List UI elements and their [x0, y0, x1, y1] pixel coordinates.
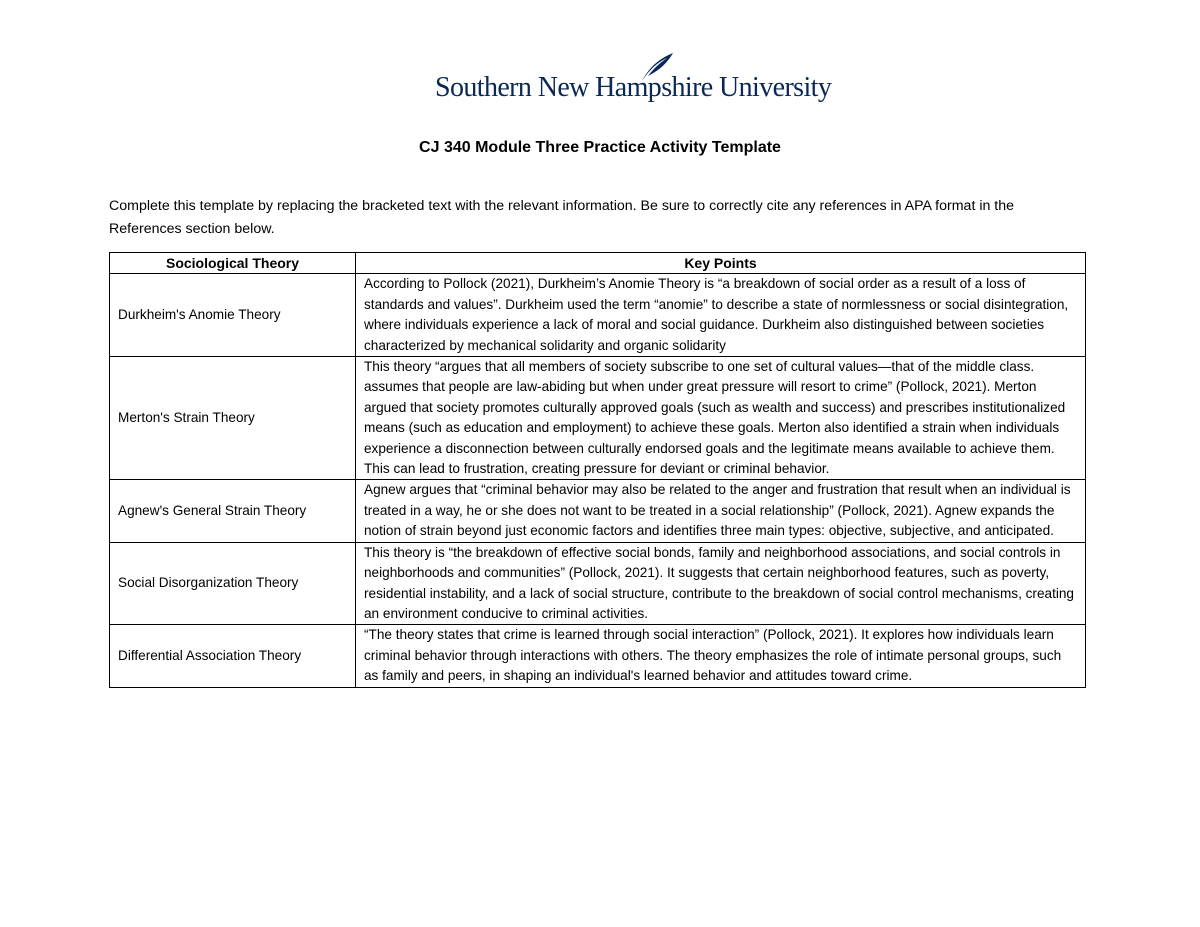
key-points-cell: According to Pollock (2021), Durkheim’s Anomie Theory is “a breakdown of social order as a result of a loss of standards and values”. Durkheim used the term “anomie” to describe a state of normlessness or social disintegration, where individuals experience a lack of moral and social guidance. Durkheim also distinguished between societies characterized by mechanical solidarity and organic solidarity — [356, 274, 1086, 357]
theory-name-cell: Merton's Strain Theory — [110, 357, 356, 480]
logo-text: Southern New Hampshire University — [435, 72, 832, 103]
document-title: CJ 340 Module Three Practice Activity Template — [419, 139, 781, 156]
key-points-cell: Agnew argues that “criminal behavior may also be related to the anger and frustration that result when an individual is treated in a way, he or she does not want to be treated in a social relationship” (Pollock, 2021). Agnew expands the notion of strain beyond just economic factors and identifies three main types: objective, subjective, and anticipated. — [356, 480, 1086, 542]
table-row — [110, 274, 1086, 357]
header-sociological-theory: Sociological Theory — [110, 253, 356, 274]
key-points-cell: “The theory states that crime is learned through social interaction” (Pollock, 2021). It explores how individuals learn criminal behavior through interactions with others. The theory emphasizes the role of intimate personal groups, such as family and peers, in shaping an individual's learned behavior and attitudes toward crime. — [356, 625, 1086, 687]
table-row — [110, 542, 1086, 625]
university-logo — [0, 52, 1200, 112]
table-header-row — [110, 253, 1086, 274]
theory-name-cell: Social Disorganization Theory — [110, 542, 356, 625]
theory-table — [109, 252, 1086, 688]
key-points-cell: This theory is “the breakdown of effective social bonds, family and neighborhood associations, and social controls in neighborhoods and communities” (Pollock, 2021). It suggests that certain neighborhood features, such as poverty, residential instability, and a lack of social structure, contribute to the breakdown of social control mechanisms, creating an environment conducive to criminal activities. — [356, 542, 1086, 625]
table-row — [110, 357, 1086, 480]
theory-name-cell: Durkheim's Anomie Theory — [110, 274, 356, 357]
header-key-points: Key Points — [356, 253, 1086, 274]
table-row — [110, 625, 1086, 687]
theory-name-cell: Agnew's General Strain Theory — [110, 480, 356, 542]
key-points-cell: This theory “argues that all members of society subscribe to one set of cultural values—that of the middle class. assumes that people are law-abiding but when under great pressure will resort to crime” (Pollock, 2021). Merton argued that society promotes culturally approved goals (such as wealth and success) and prescribes institutionalized means (such as education and employment) to achieve these goals. Merton also identified a strain when individuals experience a disconnection between culturally endorsed goals and the legitimate means available to achieve them. This can lead to frustration, creating pressure for deviant or criminal behavior. — [356, 357, 1086, 480]
table-row — [110, 480, 1086, 542]
theory-name-cell: Differential Association Theory — [110, 625, 356, 687]
instructions-paragraph: Complete this template by replacing the bracketed text with the relevant information. Be sure to correctly cite any references in APA format in the References section below. — [109, 198, 1015, 237]
